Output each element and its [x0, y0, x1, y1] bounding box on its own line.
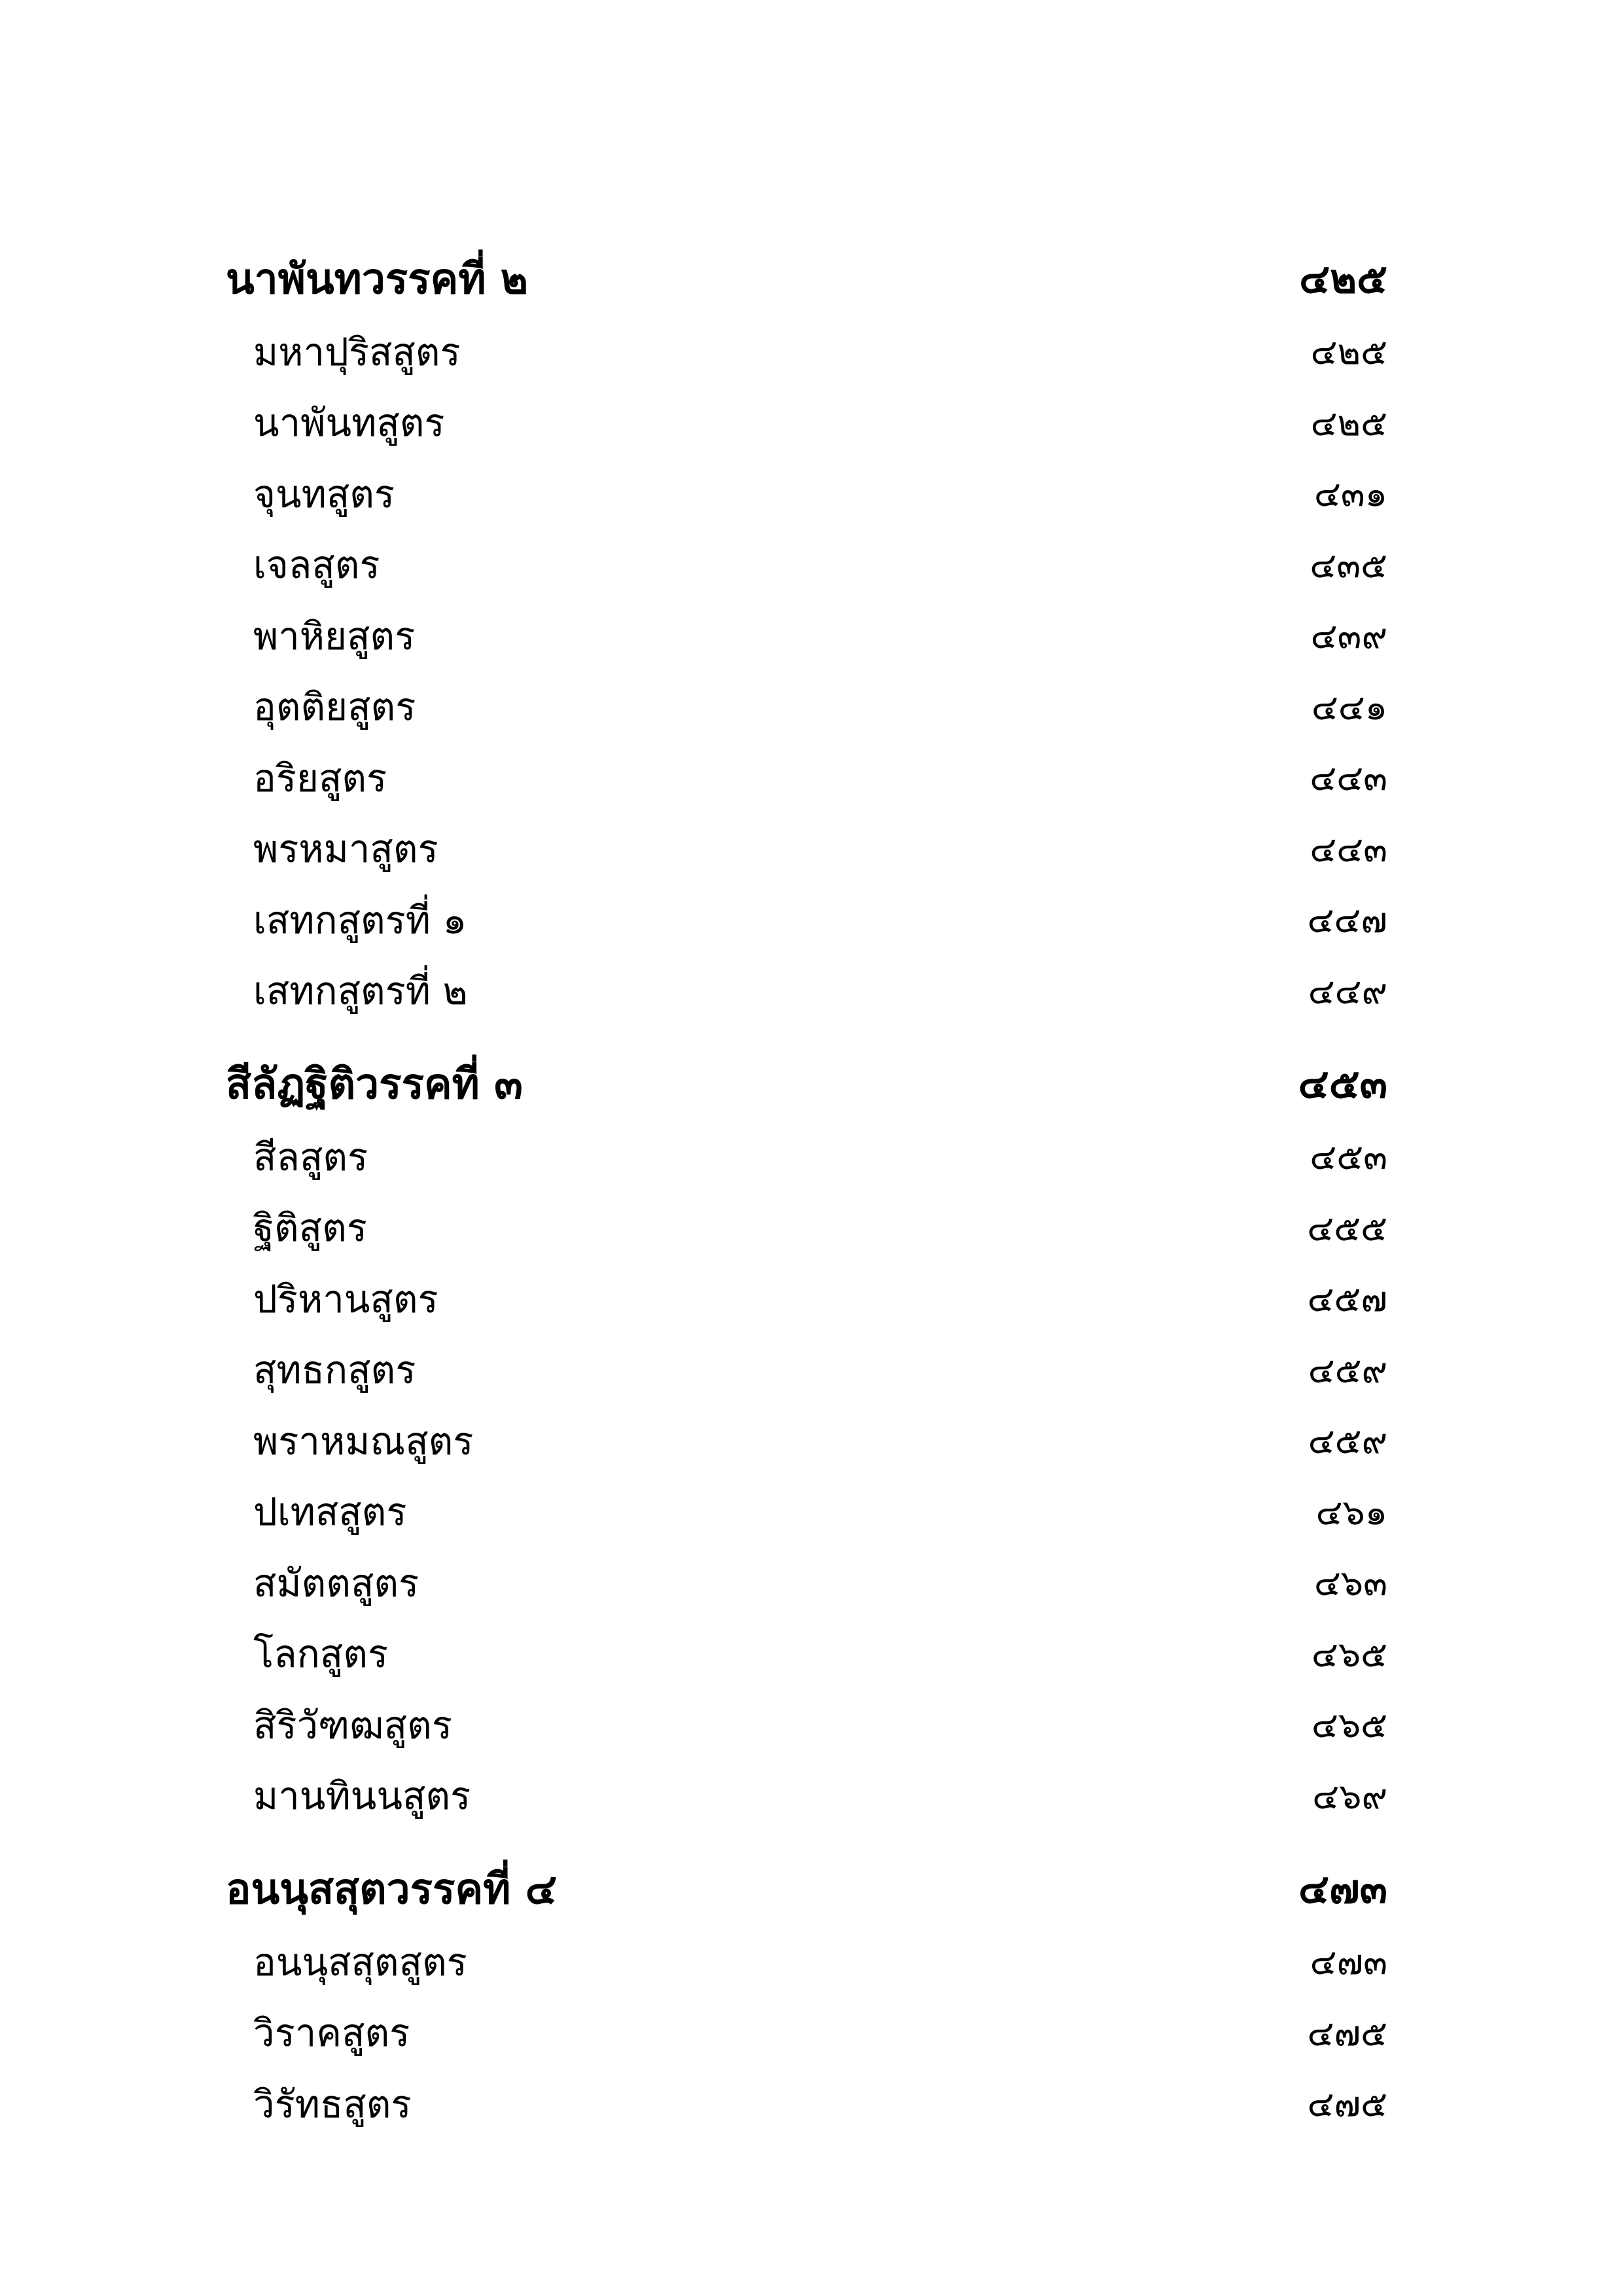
toc-entry-title: ฐิติสูตร — [253, 1206, 367, 1251]
toc-entry-row — [226, 1263, 1387, 1335]
toc-entry-title: พรหมาสูตร — [253, 827, 438, 872]
toc-entry-row — [226, 1547, 1387, 1619]
toc-entry-row — [226, 672, 1387, 743]
section-heading-title: สีลัฏฐิติวรรคที่ ๓ — [226, 1059, 523, 1109]
toc-entry-page-number: ๔๔๓ — [1310, 828, 1387, 870]
toc-entry-row — [226, 742, 1387, 814]
toc-entry-title: วิรัทธสูตร — [253, 2081, 412, 2126]
toc-entry-title: ปริหานสูตร — [253, 1276, 438, 1321]
toc-entry-title: สิริวัฑฒสูตร — [253, 1702, 452, 1748]
toc-entry-page-number: ๔๕๗ — [1307, 1278, 1387, 1320]
toc-entry-title: นาพันทสูตร — [253, 401, 445, 446]
toc-entry-title: วิราคสูตร — [253, 2011, 410, 2056]
section-heading-page-number: ๔๒๕ — [1299, 254, 1387, 302]
toc-entry-row — [226, 956, 1387, 1027]
toc-entry-title: โลกสูตร — [253, 1632, 389, 1677]
toc-entry-page-number: ๔๕๙ — [1308, 1349, 1387, 1391]
toc-entry-row — [226, 387, 1387, 459]
toc-entry-row — [226, 1619, 1387, 1690]
toc-entry-row — [226, 1689, 1387, 1761]
section-heading-row — [226, 241, 1387, 316]
toc-entry-page-number: ๔๖๓ — [1313, 1562, 1387, 1604]
toc-entry-page-number: ๔๒๕ — [1310, 402, 1387, 444]
toc-entry-page-number: ๔๗๕ — [1307, 2083, 1387, 2125]
toc-entry-title: อนนุสสุตสูตร — [253, 1939, 467, 1984]
toc-entry-title: มานทินนสูตร — [253, 1774, 471, 1819]
toc-entry-title: จุนทสูตร — [253, 471, 395, 516]
toc-entry-page-number: ๔๖๕ — [1311, 1704, 1387, 1746]
toc-entry-page-number: ๔๓๑ — [1313, 473, 1387, 515]
toc-entry-page-number: ๔๔๑ — [1311, 686, 1387, 728]
toc-entry-row — [226, 1335, 1387, 1406]
toc-entry-row — [226, 1926, 1387, 1998]
toc-entry-row — [226, 1998, 1387, 2069]
toc-entry-page-number: ๔๕๕ — [1307, 1207, 1387, 1249]
toc-entry-row — [226, 884, 1387, 956]
toc-section — [226, 241, 1387, 1026]
toc-entry-row — [226, 1405, 1387, 1477]
toc-entry-title: มหาปุริสสูตร — [253, 329, 461, 374]
toc-entry-title: อริยสูตร — [253, 755, 387, 800]
toc-entry-page-number: ๔๕๓ — [1310, 1136, 1387, 1178]
toc-entry-page-number: ๔๔๗ — [1307, 899, 1387, 941]
toc-entry-page-number: ๔๓๙ — [1310, 615, 1387, 657]
toc-entry-row — [226, 316, 1387, 387]
toc-entry-title: พาหิยสูตร — [253, 613, 416, 658]
toc-entry-title: สีลสูตร — [253, 1134, 368, 1179]
toc-entry-row — [226, 1761, 1387, 1832]
toc-section — [226, 1046, 1387, 1831]
section-heading-page-number: ๔๗๓ — [1298, 1864, 1387, 1912]
toc-entry-page-number: ๔๓๕ — [1310, 544, 1387, 586]
section-heading-row — [226, 1046, 1387, 1121]
toc-entry-row — [226, 600, 1387, 672]
section-heading-title: นาพันทวรรคที่ ๒ — [226, 254, 528, 304]
toc-section — [226, 1851, 1387, 2140]
toc-entry-title: ปเทสสูตร — [253, 1490, 407, 1535]
section-heading-title: อนนุสสุตวรรคที่ ๔ — [226, 1864, 558, 1914]
toc-entry-row — [226, 1477, 1387, 1548]
toc-entry-row — [226, 2068, 1387, 2140]
toc-entry-row — [226, 1193, 1387, 1264]
toc-entry-page-number: ๔๔๓ — [1310, 757, 1387, 799]
toc-entry-title: สุทธกสูตร — [253, 1348, 416, 1393]
section-heading-row — [226, 1851, 1387, 1926]
toc-entry-page-number: ๔๕๙ — [1308, 1420, 1387, 1462]
toc-entry-page-number: ๔๔๙ — [1308, 970, 1387, 1012]
toc-entry-page-number: ๔๖๙ — [1312, 1775, 1387, 1817]
toc-entry-title: เสทกสูตรที่ ๑ — [253, 897, 467, 942]
toc-entry-row — [226, 1121, 1387, 1193]
toc-entry-page-number: ๔๖๑ — [1315, 1491, 1387, 1533]
toc-entry-page-number: ๔๖๕ — [1311, 1633, 1387, 1675]
section-heading-page-number: ๔๕๓ — [1298, 1059, 1387, 1107]
toc-entry-title: เสทกสูตรที่ ๒ — [253, 969, 468, 1014]
toc-entry-title: อุตติยสูตร — [253, 685, 416, 730]
toc-entry-page-number: ๔๗๕ — [1307, 2012, 1387, 2054]
toc-entry-title: เจลสูตร — [253, 543, 380, 588]
toc-entry-page-number: ๔๗๓ — [1310, 1941, 1387, 1983]
toc-entry-row — [226, 814, 1387, 885]
toc-entry-title: พราหมณสูตร — [253, 1418, 474, 1463]
toc-entry-page-number: ๔๒๕ — [1310, 331, 1387, 373]
toc-entry-row — [226, 458, 1387, 529]
toc-entry-title: สมัตตสูตร — [253, 1560, 419, 1605]
toc-entry-row — [226, 529, 1387, 601]
table-of-contents — [226, 241, 1387, 2140]
